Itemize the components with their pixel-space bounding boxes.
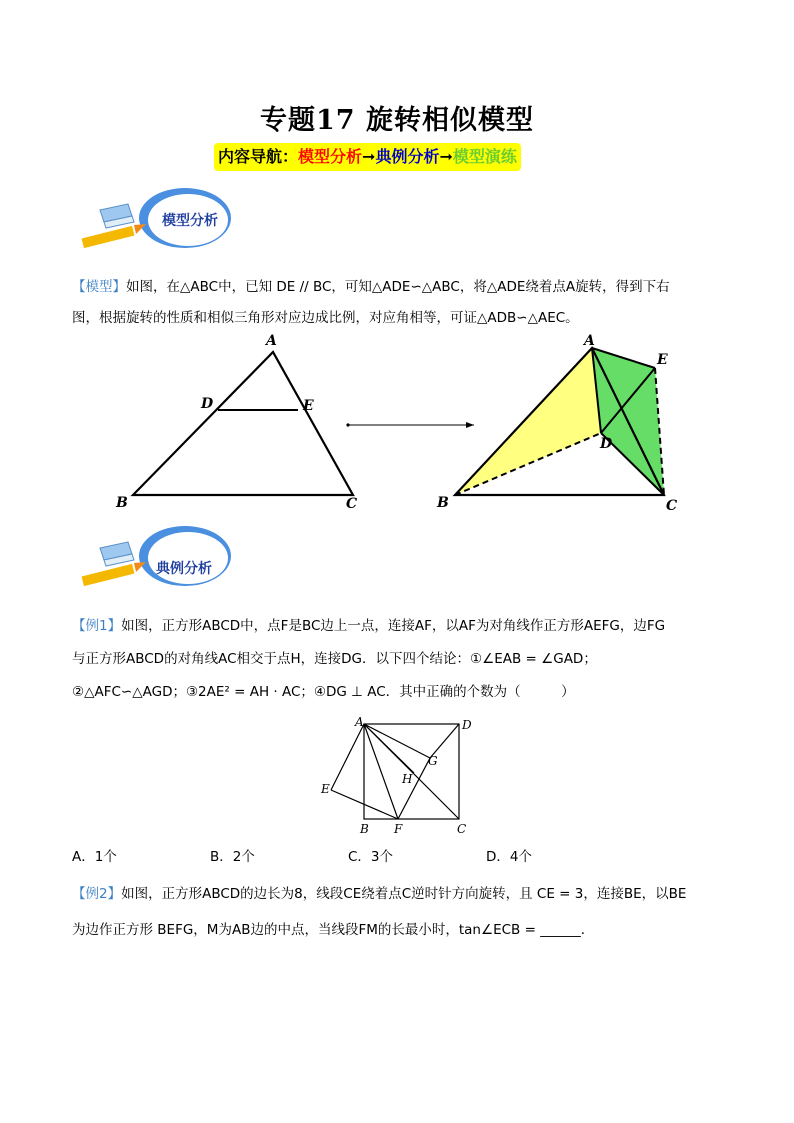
section-badge-example-label: 典例分析 — [156, 561, 212, 577]
section-badge-model — [80, 182, 240, 252]
sq-label-g: G — [428, 754, 438, 768]
label-a: A — [266, 333, 277, 349]
label-c: C — [346, 496, 358, 512]
model-text-line1: 如图，在△ABC中，已知 DE // BC，可知△ADE∽△ABC，将△ADE绕着点A旋转，得到下右 — [126, 279, 670, 295]
example1-line1: 如图，正方形ABCD中，点F是BC边上一点，连接AF，以AF为对角线作正方形AEFG，边FG — [121, 618, 666, 634]
content-navigation — [214, 143, 521, 171]
sq-label-e: E — [321, 782, 330, 796]
rotation-model-figure — [100, 330, 720, 520]
label-b: B — [116, 495, 128, 511]
model-tag: 【模型】 — [72, 279, 126, 295]
sq-label-b: B — [360, 822, 369, 836]
model-paragraph — [72, 272, 732, 334]
nav-item-model-practice: 模型演练 — [452, 147, 517, 166]
example2-line2: 为边作正方形 BEFG，M为AB边的中点，当线段FM的长最小时，tan∠ECB = ______． — [72, 922, 595, 938]
nav-prefix: 内容导航： — [218, 147, 299, 166]
option-d[interactable]: D．4个 — [486, 849, 532, 865]
label-e-rot: E — [657, 352, 668, 368]
example2-paragraph — [72, 876, 732, 948]
option-a[interactable]: A．1个 — [72, 849, 117, 865]
triangle-abc-left — [133, 352, 353, 495]
label-d: D — [201, 396, 214, 412]
model-text-line2: 图，根据旋转的性质和相似三角形对应边成比例，对应角相等，可证△ADB∽△AEC。 — [72, 310, 579, 326]
label-b-rot: B — [437, 495, 449, 511]
example2-line1: 如图，正方形ABCD的边长为8，线段CE绕着点C逆时针方向旋转，且 CE = 3，连接BE，以BE — [121, 886, 687, 902]
section-badge-model-label: 模型分析 — [162, 213, 218, 229]
sq-label-a: A — [355, 715, 364, 729]
pencil-book-icon — [80, 520, 240, 590]
example1-line3: ②△AFC∽△AGD；③2AE² = AH · AC；④DG ⊥ AC．其中正确的个数为（ ） — [72, 684, 575, 700]
section-badge-example — [80, 520, 240, 590]
sq-label-h: H — [402, 772, 413, 786]
example1-tag: 【例1】 — [72, 618, 122, 634]
option-c[interactable]: C．3个 — [348, 849, 394, 865]
nav-item-model-analysis: 模型分析 — [298, 147, 363, 166]
nav-item-example-analysis: 典例分析 — [375, 147, 440, 166]
example1-square-figure — [318, 712, 478, 842]
sq-label-f: F — [394, 822, 403, 836]
nav-arrow-icon: ➞ — [362, 147, 376, 166]
sq-label-c: C — [457, 822, 467, 836]
example2-tag: 【例2】 — [72, 886, 122, 902]
option-b[interactable]: B．2个 — [210, 849, 255, 865]
label-d-rot: D — [600, 436, 613, 452]
label-a-rot: A — [584, 333, 595, 349]
example1-line2: 与正方形ABCD的对角线AC相交于点H，连接DG．以下四个结论：①∠EAB = ∠GAD； — [72, 651, 597, 667]
sq-label-d: D — [462, 718, 472, 732]
example1-paragraph — [72, 610, 732, 709]
page-title: 专题17 旋转相似模型 — [260, 105, 534, 136]
nav-arrow-icon: ➞ — [439, 147, 453, 166]
label-e: E — [303, 398, 314, 414]
label-c-rot: C — [666, 498, 678, 514]
